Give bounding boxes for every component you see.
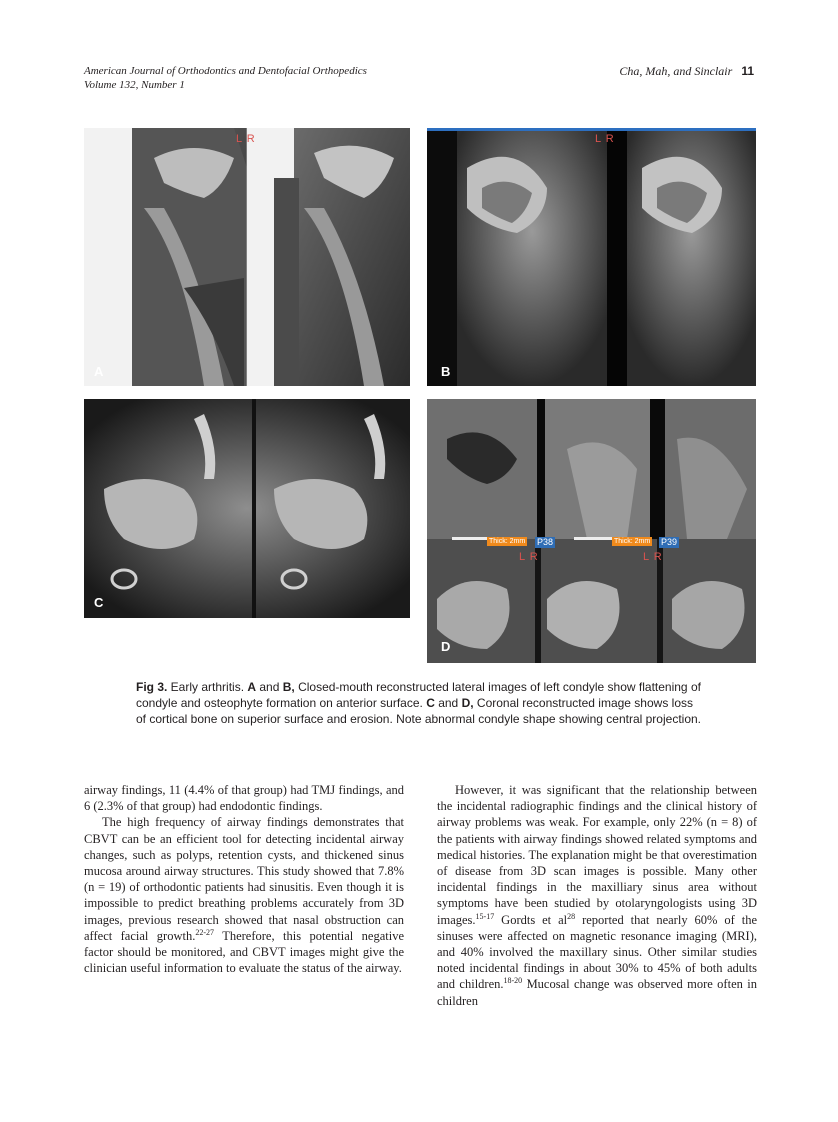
citation-28: 28 — [567, 911, 576, 921]
panel-d-scale-2: Thick: 2mm — [614, 538, 651, 545]
panel-d-image — [427, 399, 756, 663]
citation-18-20: 18-20 — [503, 976, 523, 986]
caption-panel-d: D, — [461, 696, 474, 710]
running-header-journal — [84, 64, 367, 92]
panel-b-image — [427, 128, 756, 386]
caption-panel-a: A — [247, 680, 257, 694]
panel-a-lr-marker: L R — [236, 133, 256, 145]
panel-c-image — [84, 399, 410, 618]
caption-text-2: and — [256, 680, 283, 694]
journal-volume: Volume 132, Number 1 — [84, 79, 185, 91]
panel-d-lr-marker-2: L R — [643, 551, 663, 563]
caption-text-4: and — [434, 696, 462, 710]
panel-b-scan — [427, 128, 756, 386]
caption-fig-label: Fig 3. — [136, 680, 168, 694]
body-column-right — [437, 782, 757, 1009]
figure-3 — [84, 128, 756, 663]
citation-22-27: 22-27 — [195, 927, 215, 937]
caption-panel-b: B, — [282, 680, 295, 694]
panel-c-letter: C — [94, 595, 104, 610]
panel-a-scan — [84, 128, 410, 386]
caption-text-5: Coronal reconstructed image shows loss of cortical bone on superior surface and erosion. Note abnormal condyle shape showing central projection. — [136, 696, 701, 726]
panel-b-lr-marker: L R — [595, 133, 615, 145]
paragraph-right-1-mid2: reported that nearly 60% of the sinuses were affected on magnetic resonance imaging (MRI), and 40% involved the maxillary sinus. Other similar studies noted incidental findings in about 30% to 45% of both adults and children. — [437, 912, 757, 992]
panel-c-scan — [84, 399, 410, 618]
figure-caption — [136, 679, 706, 727]
body-column-left — [84, 782, 404, 976]
page-number: 11 — [741, 64, 754, 78]
author-names: Cha, Mah, and Sinclair — [619, 64, 733, 78]
paragraph-right-1-end: Mucosal change was observed more often in children — [437, 977, 757, 1008]
panel-d-tag-p38: P38 — [537, 537, 554, 547]
panel-d-tag-p39: P39 — [661, 537, 678, 547]
paragraph-right-1 — [437, 782, 757, 1009]
panel-b-letter: B — [441, 364, 451, 379]
caption-text-1: Early arthritis. — [167, 680, 248, 694]
paragraph-right-1-text: However, it was significant that the relationship between the incidental radiographic findings and the clinical history of airway problems was weak. For example, only 22% (n = 8) of the patients with airway findings showed related symptoms and medical histories. The explanation might be that overestimation of disease from 3D scan images is possible. Many other incidental findings in the maxilliary sinus area without symptoms have been studied by otolaryngologists using 3D images. — [437, 783, 757, 927]
panel-a-letter: A — [94, 364, 104, 379]
paragraph-left-2-text: The high frequency of airway findings demonstrates that CBVT can be an efficient tool for detecting incidental airway changes, such as polyps, retention cysts, and thickened sinus mucosa around airway structures. This study showed that 7.8% (n = 19) of orthodontic patients had sinusitis. Even though it is impossible to predict breathing problems accurately from 3D images, previous research showed that nasal obstruction can affect facial growth. — [84, 815, 404, 943]
panel-d-lr-marker-1: L R — [519, 551, 539, 563]
caption-text-3: Closed-mouth reconstructed lateral images of left condyle show flattening of condyle and osteophyte formation on anterior surface. — [136, 680, 701, 710]
caption-panel-c: C — [426, 696, 435, 710]
panel-d-letter: D — [441, 639, 451, 654]
citation-15-17: 15-17 — [475, 911, 495, 921]
journal-title: American Journal of Orthodontics and Dentofacial Orthopedics — [84, 65, 367, 77]
paragraph-left-2 — [84, 814, 404, 976]
running-header-authors — [619, 64, 754, 78]
paragraph-left-1: airway findings, 11 (4.4% of that group) had TMJ findings, and 6 (2.3% of that group) had endodontic findings. — [84, 783, 404, 814]
paragraph-left-2-cont: Therefore, this potential negative factor should be monitored, and CBVT images might give the clinician useful information to evaluate the status of the airway. — [84, 928, 404, 976]
paragraph-right-1-mid1: Gordts et al — [494, 912, 568, 927]
panel-a-image — [84, 128, 410, 386]
panel-d-scale-1: Thick: 2mm — [489, 538, 526, 545]
panel-d-scan — [427, 399, 756, 663]
